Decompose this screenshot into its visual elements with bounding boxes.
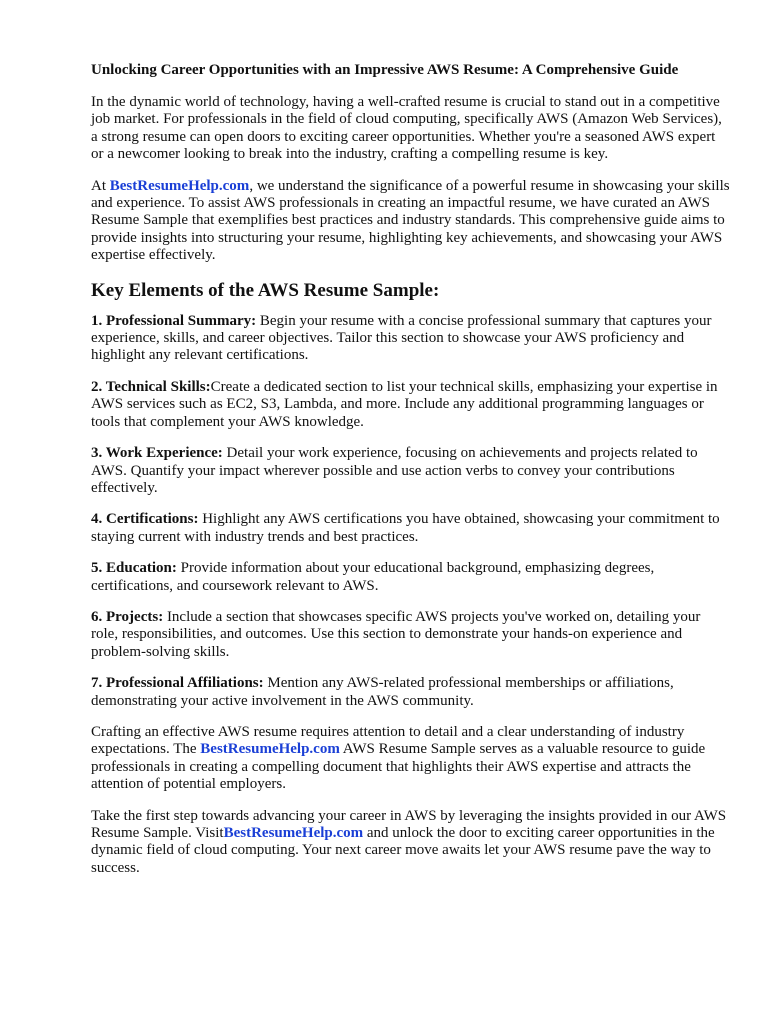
about-text-post: , we understand the significance of a powerful resume in showcasing your skills and experience. To assist AWS professionals in creating an impactful resume, we have curated an AWS Resume Sample that exemplifies best practices and industry standards. This comprehensive guide aims to provide insights into structuring your resume, highlighting key achievements, and showcasing your AWS expertise effectively. <box>91 177 730 264</box>
intro-paragraph: In the dynamic world of technology, having a well-crafted resume is crucial to stand out in a competitive job market. For professionals in the field of cloud computing, specifically AWS (Amazon Web Services), a strong resume can open doors to exciting career opportunities. Whether you're a seasoned AWS expert or a newcomer looking to break into the industry, crafting a compelling resume is key. <box>91 94 722 163</box>
item-label: 4. Certifications: <box>91 511 199 528</box>
item-work-experience <box>91 445 731 497</box>
bestresumehelp-link[interactable]: BestResumeHelp.com <box>223 825 364 841</box>
closing-text-post: and unlock the door to exciting career opportunities in the dynamic field of cloud computing. Your next career move awaits let your AWS resume pave the way to success. <box>91 825 715 876</box>
document-page <box>91 60 731 891</box>
closing-paragraph <box>91 808 731 878</box>
item-label: 6. Projects: <box>91 608 164 625</box>
crafting-paragraph <box>91 724 731 794</box>
closing-text-pre: Take the first step towards advancing your career in AWS by leveraging the insights provided in our AWS Resume Sample. Visit <box>91 807 727 841</box>
item-education <box>91 560 731 595</box>
bestresumehelp-link[interactable]: BestResumeHelp.com <box>200 741 340 758</box>
item-professional-affiliations <box>91 675 731 710</box>
item-label: 5. Education: <box>91 560 177 577</box>
item-text: Detail your work experience, focusing on achievements and projects related to AWS. Quantify your impact wherever possible and use action verbs to convey your contributions effectively. <box>91 445 698 496</box>
bestresumehelp-link[interactable]: BestResumeHelp.com <box>109 177 250 194</box>
item-projects <box>91 609 731 661</box>
item-label: 2. Technical Skills: <box>91 378 211 395</box>
about-text-pre: At <box>91 177 110 194</box>
item-text: Provide information about your educational background, emphasizing degrees, certifications, and coursework relevant to AWS. <box>91 560 655 594</box>
item-text: Mention any AWS-related professional memberships or affiliations, demonstrating your active involvement in the AWS community. <box>91 675 674 709</box>
item-label: 3. Work Experience: <box>91 445 223 462</box>
item-text: Create a dedicated section to list your technical skills, emphasizing your expertise in AWS services such as EC2, S3, Lambda, and more. Include any additional programming languages or tools that complement your AWS knowledge. <box>91 378 718 430</box>
document-title: Unlocking Career Opportunities with an Impressive AWS Resume: A Comprehensive Guide <box>91 62 679 78</box>
item-label: 7. Professional Affiliations: <box>91 675 264 692</box>
item-technical-skills <box>91 379 731 431</box>
item-text: Begin your resume with a concise professional summary that captures your experience, skills, and career objectives. Tailor this section to showcase your AWS proficiency and highlight any relevant certifications. <box>91 312 712 364</box>
about-paragraph <box>91 178 731 265</box>
section-heading: Key Elements of the AWS Resume Sample: <box>91 279 440 301</box>
item-text: Highlight any AWS certifications you have obtained, showcasing your commitment to staying current with industry trends and best practices. <box>91 511 720 545</box>
item-label: 1. Professional Summary: <box>91 312 257 329</box>
item-certifications <box>91 511 731 546</box>
item-text: Include a section that showcases specific AWS projects you've worked on, detailing your role, responsibilities, and outcomes. Use this section to demonstrate your hands-on experience and problem-solving skills. <box>91 608 701 660</box>
crafting-text-post: AWS Resume Sample serves as a valuable resource to guide professionals in creating a compelling document that highlights their AWS expertise and attracts the attention of potential employers. <box>91 741 706 793</box>
crafting-text-pre: Crafting an effective AWS resume requires attention to detail and a clear understanding of industry expectations. The <box>91 723 685 758</box>
item-professional-summary <box>91 313 731 365</box>
